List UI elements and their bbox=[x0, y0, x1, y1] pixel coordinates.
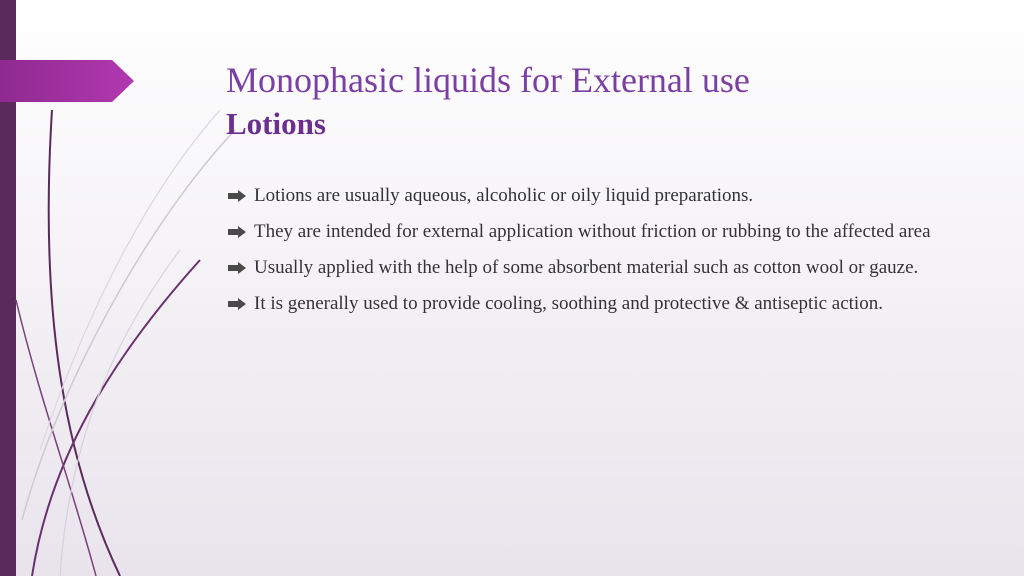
bullet-item bbox=[228, 255, 962, 281]
slide-subtitle: Lotions bbox=[226, 106, 326, 141]
title-block bbox=[226, 58, 966, 144]
arrow-right-icon bbox=[228, 190, 246, 202]
arrow-right-icon bbox=[228, 226, 246, 238]
bullet-item bbox=[228, 219, 962, 245]
bullet-item bbox=[228, 183, 962, 209]
accent-tab bbox=[0, 60, 134, 102]
slide-title: Monophasic liquids for External use bbox=[226, 60, 750, 100]
bullet-text: They are intended for external application without friction or rubbing to the affected area bbox=[254, 221, 931, 242]
arrow-right-icon bbox=[228, 262, 246, 274]
arrow-right-icon bbox=[228, 298, 246, 310]
bullet-text: It is generally used to provide cooling, soothing and protective & antiseptic action. bbox=[254, 293, 883, 314]
bullet-list bbox=[228, 183, 962, 327]
bullet-text: Lotions are usually aqueous, alcoholic or oily liquid preparations. bbox=[254, 185, 754, 206]
bullet-text: Usually applied with the help of some absorbent material such as cotton wool or gauze. bbox=[254, 257, 919, 278]
bullet-item bbox=[228, 291, 962, 317]
